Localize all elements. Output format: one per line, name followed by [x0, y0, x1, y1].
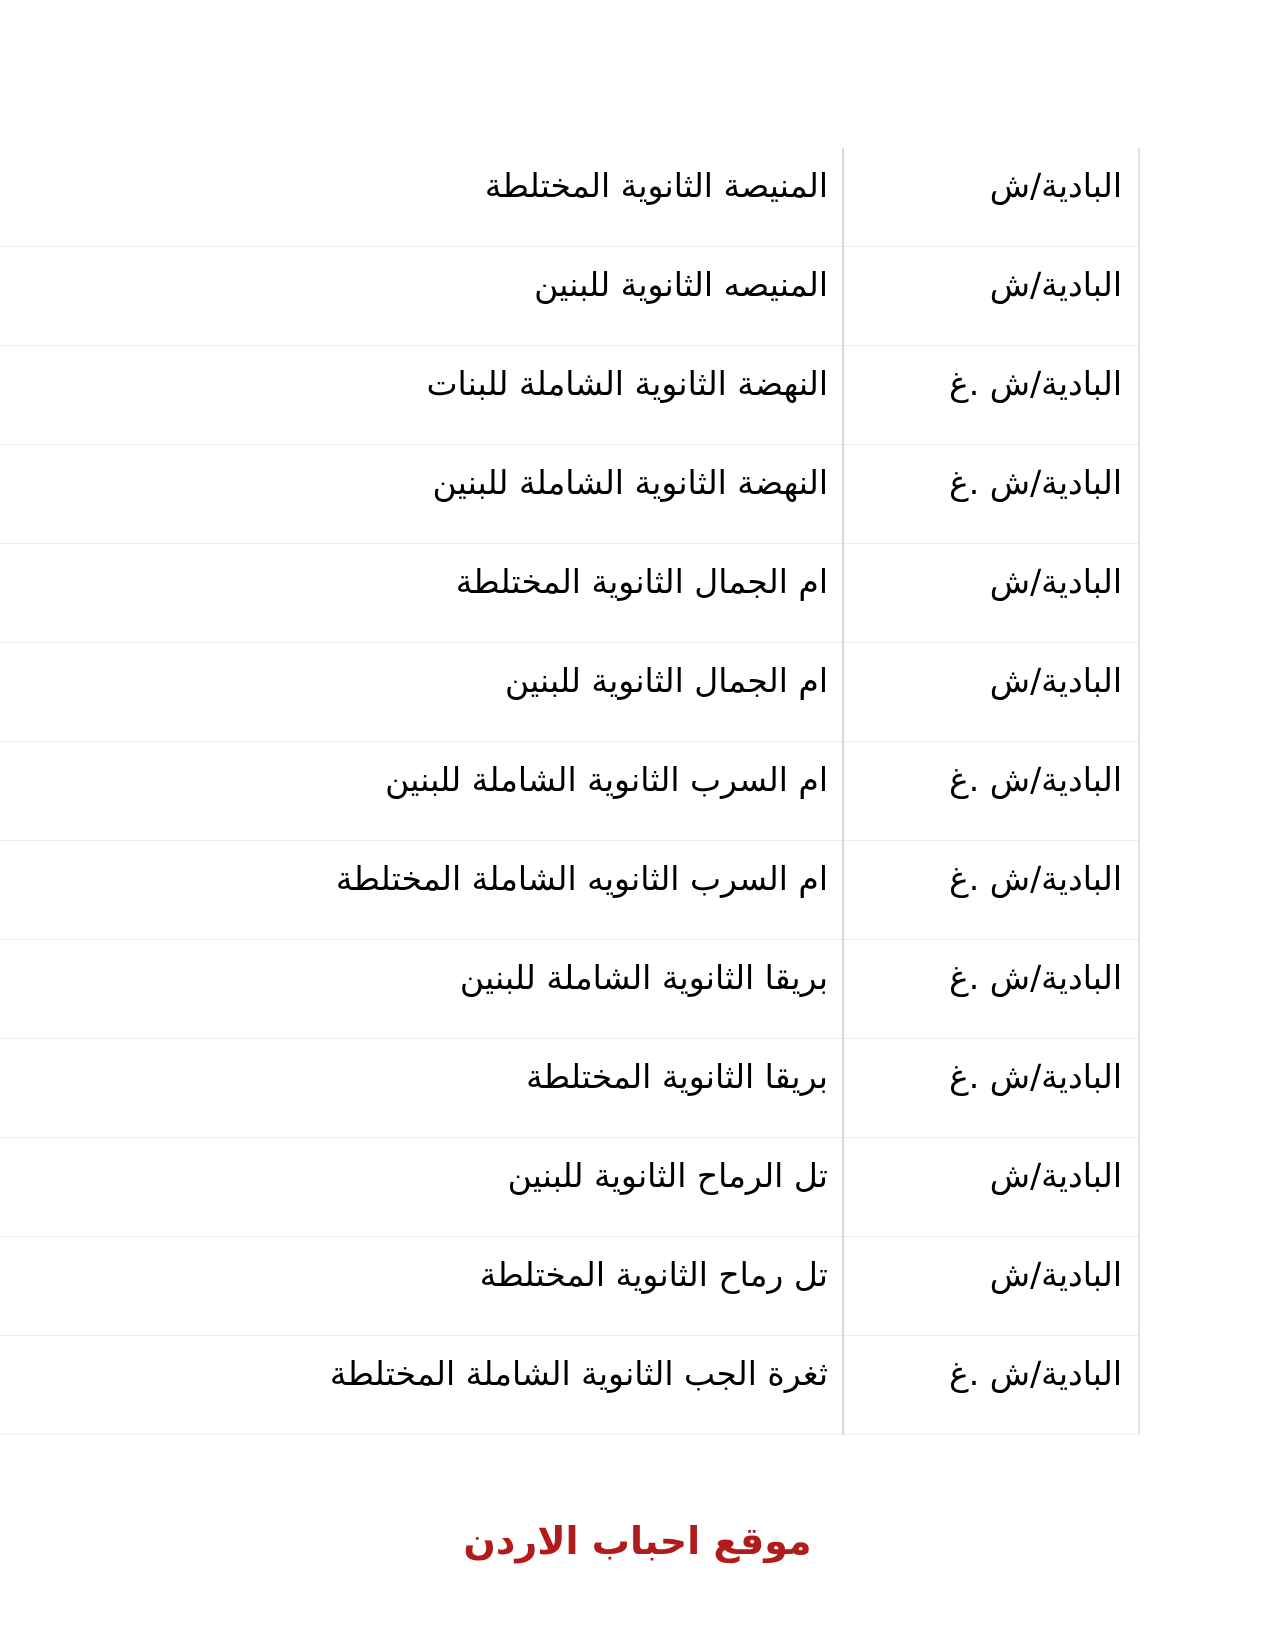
- school-cell: [0, 841, 843, 940]
- school-cell: [0, 1039, 843, 1138]
- school-name-text: النهضة الثانوية الشاملة للبنين: [432, 463, 828, 502]
- table-row: [0, 445, 1139, 544]
- directorate-cell: [843, 742, 1139, 841]
- school-name-text: ام الجمال الثانوية المختلطة: [455, 562, 828, 601]
- directorate-text: البادية/ش: [989, 1156, 1122, 1195]
- table-row: [0, 1237, 1139, 1336]
- school-cell: [0, 346, 843, 445]
- directorate-text: البادية/ش .غ: [949, 463, 1122, 502]
- school-cell: [0, 1138, 843, 1237]
- schools-table: [0, 148, 1140, 1435]
- directorate-cell: [843, 346, 1139, 445]
- school-name-text: ام الجمال الثانوية للبنين: [504, 661, 828, 700]
- school-name-text: المنيصة الثانوية المختلطة: [484, 166, 828, 205]
- school-name-text: ام السرب الثانويه الشاملة المختلطة: [335, 859, 828, 898]
- school-name-text: بريقا الثانوية الشاملة للبنين: [459, 958, 828, 997]
- school-cell: [0, 1336, 843, 1435]
- directorate-text: البادية/ش .غ: [949, 364, 1122, 403]
- directorate-cell: [843, 643, 1139, 742]
- school-name-text: النهضة الثانوية الشاملة للبنات: [426, 364, 828, 403]
- school-cell: [0, 1237, 843, 1336]
- table-row: [0, 1336, 1139, 1435]
- directorate-cell: [843, 148, 1139, 247]
- school-cell: [0, 940, 843, 1039]
- school-name-text: ام السرب الثانوية الشاملة للبنين: [385, 760, 828, 799]
- directorate-text: البادية/ش: [989, 1255, 1122, 1294]
- directorate-text: البادية/ش: [989, 166, 1122, 205]
- school-name-text: بريقا الثانوية المختلطة: [526, 1057, 828, 1096]
- directorate-text: البادية/ش: [989, 265, 1122, 304]
- table-row: [0, 841, 1139, 940]
- directorate-cell: [843, 1237, 1139, 1336]
- table-row: [0, 1138, 1139, 1237]
- school-cell: [0, 742, 843, 841]
- table-row: [0, 1039, 1139, 1138]
- directorate-text: البادية/ش: [989, 661, 1122, 700]
- directorate-cell: [843, 841, 1139, 940]
- directorate-cell: [843, 247, 1139, 346]
- schools-table-body: [0, 148, 1139, 1435]
- directorate-text: البادية/ش: [989, 562, 1122, 601]
- school-name-text: تل الرماح الثانوية للبنين: [507, 1156, 828, 1195]
- table-row: [0, 742, 1139, 841]
- school-name-text: المنيصه الثانوية للبنين: [534, 265, 828, 304]
- school-name-text: ثغرة الجب الثانوية الشاملة المختلطة: [329, 1354, 828, 1393]
- school-cell: [0, 643, 843, 742]
- table-row: [0, 643, 1139, 742]
- table-row: [0, 247, 1139, 346]
- directorate-cell: [843, 445, 1139, 544]
- directorate-text: البادية/ش .غ: [949, 958, 1122, 997]
- table-row: [0, 346, 1139, 445]
- school-name-text: تل رماح الثانوية المختلطة: [479, 1255, 828, 1294]
- footer-site-name: موقع احباب الاردن: [463, 1519, 812, 1563]
- table-row: [0, 544, 1139, 643]
- directorate-cell: [843, 544, 1139, 643]
- table-row: [0, 940, 1139, 1039]
- school-cell: [0, 544, 843, 643]
- directorate-text: البادية/ش .غ: [949, 760, 1122, 799]
- directorate-text: البادية/ش .غ: [949, 1354, 1122, 1393]
- directorate-text: البادية/ش .غ: [949, 1057, 1122, 1096]
- school-cell: [0, 445, 843, 544]
- directorate-cell: [843, 1336, 1139, 1435]
- directorate-text: البادية/ش .غ: [949, 859, 1122, 898]
- school-cell: [0, 148, 843, 247]
- directorate-cell: [843, 940, 1139, 1039]
- directorate-cell: [843, 1138, 1139, 1237]
- school-cell: [0, 247, 843, 346]
- directorate-cell: [843, 1039, 1139, 1138]
- table-row: [0, 148, 1139, 247]
